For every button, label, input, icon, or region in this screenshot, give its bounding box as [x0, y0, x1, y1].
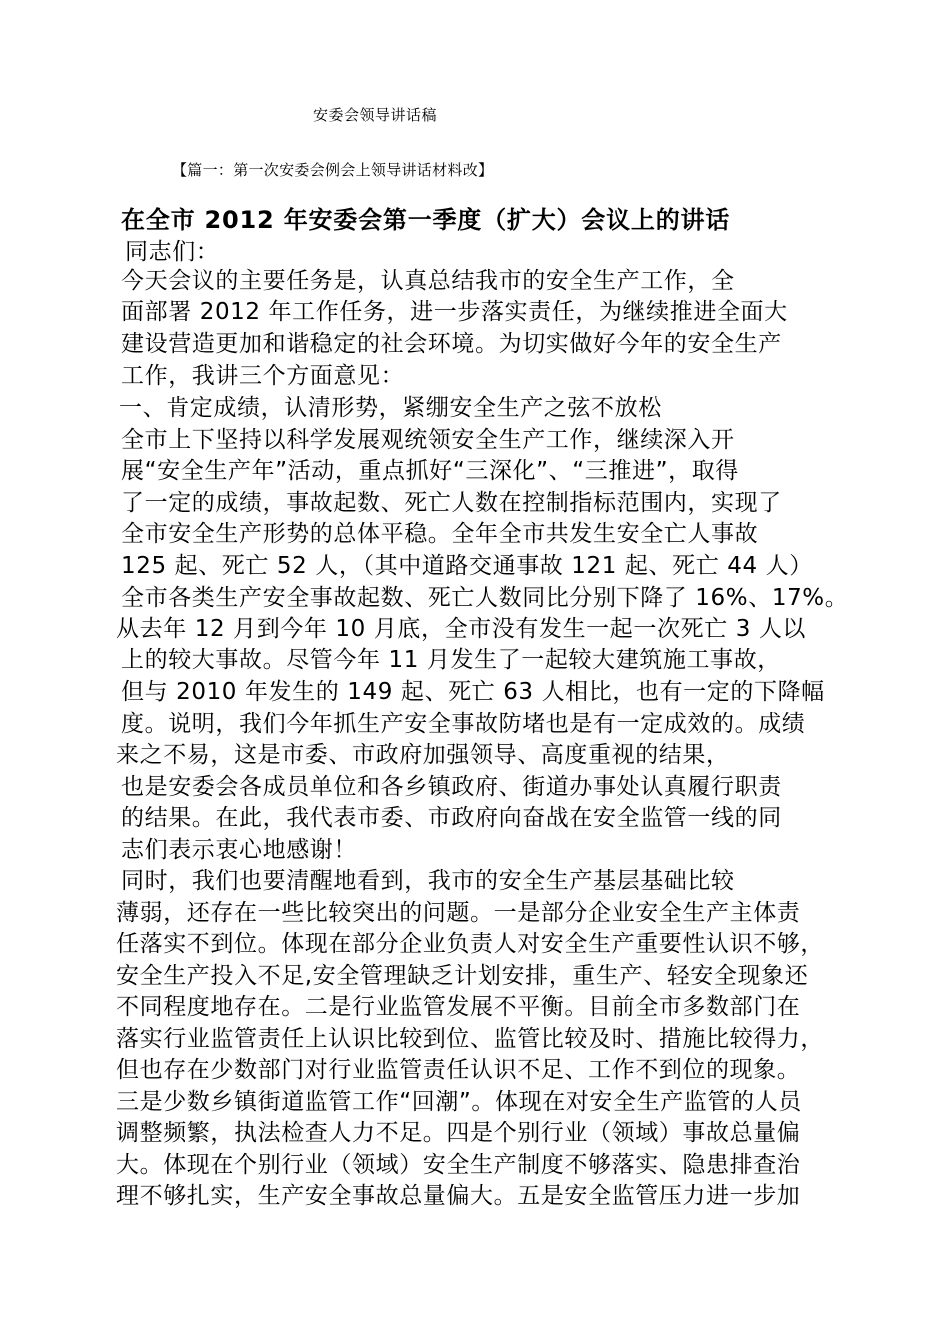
body-line: 全市上下坚持以科学发展观统领安全生产工作，继续深入开 — [121, 427, 735, 453]
body-line: 建设营造更加和谐稳定的社会环境。为切实做好今年的安全生产 — [121, 331, 782, 357]
body-line: 的结果。在此，我代表市委、市政府向奋战在安全监管一线的同 — [121, 805, 782, 831]
body-line: 也是安委会各成员单位和各乡镇政府、街道办事处认真履行职责 — [121, 774, 782, 800]
body-line: 125 起、死亡 52 人，（其中道路交通事故 121 起、死亡 44 人） — [121, 553, 813, 579]
body-line: 从去年 12 月到今年 10 月底，全市没有发生一起一次死亡 3 人以 — [116, 616, 807, 642]
body-line: 展“安全生产年”活动，重点抓好“三深化”、“三推进”，取得 — [121, 458, 739, 484]
body-line: 三是少数乡镇街道监管工作“回潮”。体现在对安全生产监管的人员 — [116, 1089, 802, 1115]
body-line: 工作，我讲三个方面意见： — [121, 363, 405, 389]
body-line: 落实行业监管责任上认识比较到位、监管比较及时、措施比较得力， — [116, 1026, 824, 1052]
body-line: 了一定的成绩，事故起数、死亡人数在控制指标范围内，实现了 — [121, 490, 782, 516]
body-line: 今天会议的主要任务是，认真总结我市的安全生产工作，全 — [121, 268, 735, 294]
body-line: 薄弱，还存在一些比较突出的问题。一是部分企业安全生产主体责 — [116, 900, 801, 926]
body-line: 来之不易，这是市委、市政府加强领导、高度重视的结果， — [116, 742, 730, 768]
body-line: 安全生产投入不足,安全管理缺乏计划安排，重生产、轻安全现象还 — [116, 963, 809, 989]
body-line: 不同程度地存在。二是行业监管发展不平衡。目前全市多数部门在 — [116, 994, 801, 1020]
body-line: 调整频繁，执法检查人力不足。四是个别行业（领域）事故总量偏 — [116, 1120, 801, 1146]
speech-heading: 在全市 2012 年安委会第一季度（扩大）会议上的讲话 — [121, 206, 731, 234]
body-line: 同时，我们也要清醒地看到，我市的安全生产基层基础比较 — [121, 868, 735, 894]
body-line: 面部署 2012 年工作任务，进一步落实责任，为继续推进全面大 — [121, 299, 788, 325]
body-line: 但也存在少数部门对行业监管责任认识不足、工作不到位的现象。 — [116, 1057, 801, 1083]
body-line: 理不够扎实，生产安全事故总量偏大。五是安全监管压力进一步加 — [116, 1183, 801, 1209]
body-line: 任落实不到位。体现在部分企业负责人对安全生产重要性认识不够， — [116, 931, 824, 957]
body-line: 大。体现在个别行业（领域）安全生产制度不够落实、隐患排查治 — [116, 1152, 801, 1178]
body-line: 上的较大事故。尽管今年 11 月发生了一起较大建筑施工事故， — [121, 647, 781, 673]
body-line: 同志们： — [125, 239, 220, 265]
body-line: 志们表示衷心地感谢！ — [121, 837, 357, 863]
section-heading: 一、肯定成绩，认清形势，紧绷安全生产之弦不放松 — [119, 395, 662, 421]
body-line: 全市各类生产安全事故起数、死亡人数同比分别下降了 16%、17%。 — [121, 585, 849, 611]
document-title: 安委会领导讲话稿 — [313, 106, 438, 124]
body-line: 但与 2010 年发生的 149 起、死亡 63 人相比，也有一定的下降幅 — [121, 679, 825, 705]
body-line: 度。说明，我们今年抓生产安全事故防堵也是有一定成效的。成绩 — [121, 711, 806, 737]
document-subtitle: 【篇一：第一次安委会例会上领导讲话材料改】 — [172, 161, 494, 179]
body-line: 全市安全生产形势的总体平稳。全年全市共发生安全亡人事故 — [121, 521, 759, 547]
